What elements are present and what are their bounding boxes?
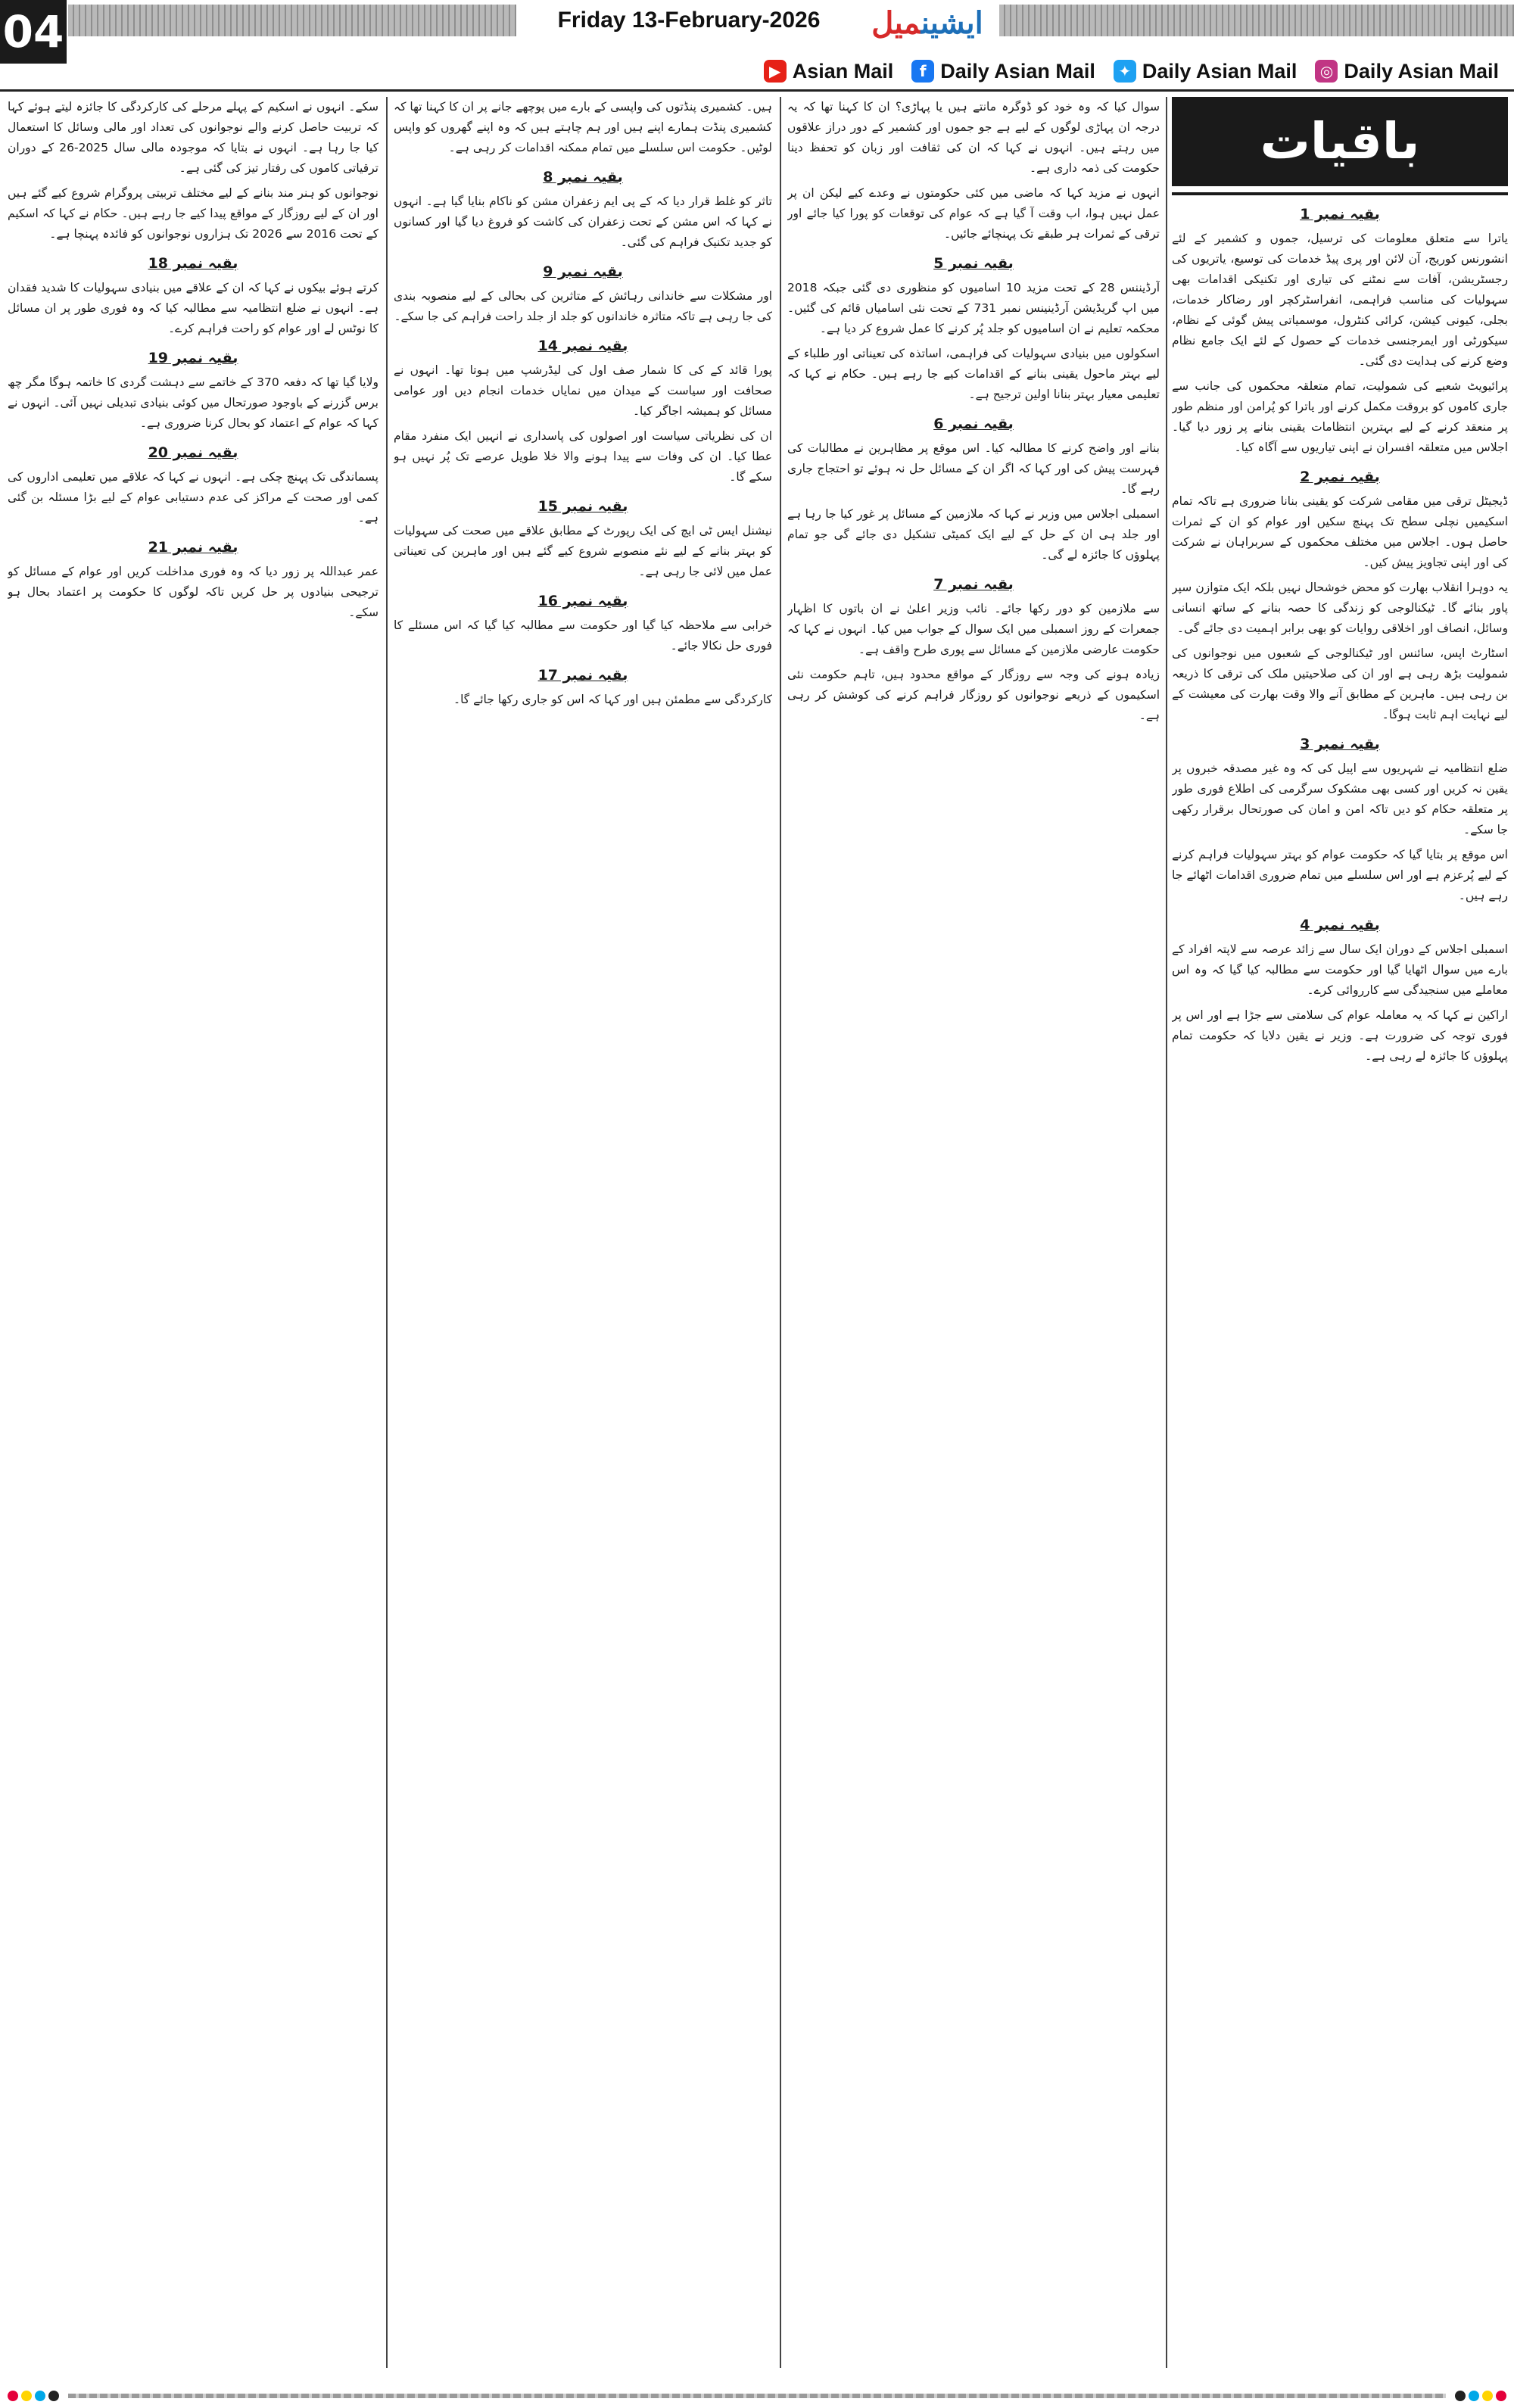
article-paragraph: بنانے اور واضح کرنے کا مطالبہ کیا۔ اس موقع پر مظاہرین نے مطالبات کی فہرست پیش کی اور کہا کہ اگر ان کے مسائل حل نہ ہوئے تو احتجاج جاری رہے گا۔ — [787, 441, 1160, 496]
article-paragraph: آرڈیننس 28 کے تحت مزید 10 اسامیوں کو منظوری دی گئی جبکہ 2018 میں اپ گریڈیشن آرڈینینس نمبر 731 کے تحت نئی اسامیاں قائم کی گئیں۔ محکمہ تعلیم نے ان اسامیوں کو جلد پُر کرنے کا عمل شروع کر دیا ہے۔ — [787, 281, 1160, 335]
continuation-heading: بقیہ نمبر 16 — [537, 593, 628, 609]
header-rule — [0, 89, 1514, 92]
continuation-heading: بقیہ نمبر 18 — [148, 255, 238, 272]
continuation-heading: بقیہ نمبر 20 — [148, 444, 238, 461]
continuation-heading: بقیہ نمبر 9 — [543, 263, 623, 280]
social-link-label: Daily Asian Mail — [940, 59, 1095, 83]
page-header — [0, 0, 1514, 92]
article-paragraph: اس موقع پر بتایا گیا کہ حکومت عوام کو بہتر سہولیات فراہم کرنے کے لیے پُرعزم ہے اور اس سلسلے میں تمام ضروری اقدامات اٹھائے جا رہے ہیں۔ — [1172, 848, 1508, 902]
social-link-twitter[interactable] — [1114, 60, 1297, 83]
article-paragraph: نیشنل ایس ٹی ایچ کی ایک رپورٹ کے مطابق علاقے میں صحت کی سہولیات کو بہتر بنانے کے لیے نئے منصوبے شروع کیے گئے ہیں اور ماہرین کی تعیناتی عمل میں لائی جا رہی ہے۔ — [394, 524, 772, 578]
social-link-label: Asian Mail — [792, 59, 894, 83]
column-1 — [1172, 97, 1508, 2368]
footer-color-dot — [1455, 2391, 1466, 2401]
article-paragraph: زیادہ ہونے کی وجہ سے روزگار کے مواقع محدود ہیں، تاہم حکومت نئی اسکیموں کے ذریعے نوجوانوں کو روزگار فراہم کرنے کی کوشش کر رہی ہے۔ — [787, 668, 1160, 722]
logo-text-left: ایشین — [921, 5, 983, 41]
footer-color-dot — [35, 2391, 45, 2401]
column-3 — [394, 97, 772, 2368]
article-paragraph: نوجوانوں کو ہنر مند بنانے کے لیے مختلف تربیتی پروگرام شروع کیے گئے ہیں اور ان کے لیے روزگار کے مواقع پیدا کیے جا رہے ہیں۔ حکام نے کہا کہ اسکیم کے تحت 2016 سے 2026 تک ہزاروں نوجوانوں کو فائدہ پہنچا ہے۔ — [8, 186, 378, 241]
social-link-instagram[interactable] — [1315, 60, 1499, 83]
article-paragraph: اور مشکلات سے خاندانی رہائش کے متاثرین کی بحالی کے لیے منصوبہ بندی کی جا رہی ہے تاکہ متاثرہ خاندانوں کو جلد از جلد راحت فراہم کی جا سکے۔ — [394, 289, 772, 323]
column-2 — [787, 97, 1160, 2368]
article-paragraph: ہیں۔ کشمیری پنڈتوں کی واپسی کے بارے میں پوچھے جانے پر ان کا کہنا تھا کہ کشمیری پنڈت ہمارے اپنے ہیں اور ہم چاہتے ہیں کہ وہ اپنے گھروں کو واپس لوٹیں۔ حکومت اس سلسلے میں تمام ممکنہ اقدامات کر رہی ہے۔ — [394, 100, 772, 154]
article-paragraph: ولایا گیا تھا کہ دفعہ 370 کے خاتمے سے دہشت گردی کا خاتمہ ہوگا مگر چھ برس گزرنے کے باوجود صورتحال میں کوئی بنیادی تبدیلی نہیں آئی۔ انہوں نے کہا کہ عوام کے اعتماد کو بحال کرنا ضروری ہے۔ — [8, 375, 378, 430]
article-paragraph: سوال کیا کہ وہ خود کو ڈوگرہ مانتے ہیں یا پہاڑی؟ ان کا کہنا تھا کہ یہ درجہ ان پہاڑی لوگوں کے لیے ہے جو جموں اور کشمیر کے دور دراز علاقوں میں رہتے ہیں۔ انہوں نے کہا کہ ان کی ثقافت اور زبان کو تحفظ دینا حکومت کی ذمہ داری ہے۔ — [787, 100, 1160, 175]
article-paragraph: اراکین نے کہا کہ یہ معاملہ عوام کی سلامتی سے جڑا ہے اور اس پر فوری توجہ کی ضرورت ہے۔ وزیر نے یقین دلایا کہ حکومت تمام پہلوؤں کا جائزہ لے رہی ہے۔ — [1172, 1008, 1508, 1063]
header-stripe-right — [999, 5, 1514, 36]
section-title: باقیات — [1172, 97, 1508, 186]
article-paragraph: ان کی نظریاتی سیاست اور اصولوں کی پاسداری نے انہیں ایک منفرد مقام عطا کیا۔ ان کی وفات سے پیدا ہونے والا خلا طویل عرصے تک پُر نہیں ہو سکے گا۔ — [394, 429, 772, 484]
continuation-heading: بقیہ نمبر 5 — [933, 255, 1014, 272]
social-links — [378, 56, 1514, 86]
article-paragraph: یاترا سے متعلق معلومات کی ترسیل، جموں و کشمیر کے لئے انشورنس کوریج، آن لائن اور پری پیڈ خدمات کی توسیع، یاتریوں کی رجسٹریشن، آفات سے نمٹنے کی تیاری اور تکنیکی اقدامات بھی سہولیات کی مناسب فراہمی، انفراسٹرکچر اور رضاکار خدمات، بجلی، کیونی کیشن، کرائی کنٹرول، موسمیاتی پیش گوئی کے نظام، سیکورٹی اور ایمرجنسی خدمات کے حصول کے لئے ایک جامع نظام وضع کرنے کی ہدایت دی گئی۔ — [1172, 232, 1508, 368]
facebook-icon: f — [911, 60, 934, 83]
continuation-heading: بقیہ نمبر 4 — [1300, 917, 1380, 933]
footer-color-dot — [21, 2391, 32, 2401]
article-paragraph: پرائیویٹ شعبے کی شمولیت، تمام متعلقہ محکموں کی جانب سے جاری کاموں کو بروقت مکمل کرنے اور یاترا کو پُرامن اور منظم طور پر منعقد کرنے کے لیے بہترین انتظامات یقینی بنانے پر زور دیا گیا۔ اجلاس میں متعلقہ افسران نے اپنی تیاریوں سے آگاہ کیا۔ — [1172, 379, 1508, 454]
youtube-icon: ▶ — [764, 60, 787, 83]
page-number: 04 — [0, 0, 67, 64]
continuation-heading: بقیہ نمبر 19 — [148, 350, 238, 366]
social-link-facebook[interactable] — [911, 60, 1095, 83]
column-divider — [780, 97, 781, 2368]
issue-date: Friday 13-February-2026 — [557, 8, 821, 33]
article-paragraph: انہوں نے مزید کہا کہ ماضی میں کئی حکومتوں نے وعدے کیے لیکن ان پر عمل نہیں ہوا، اب وقت آ گیا ہے کہ عوام کی توقعات کو پورا کیا جائے اور ترقی کے ثمرات ہر طبقے تک پہنچائے جائیں۔ — [787, 186, 1160, 241]
title-rule — [1172, 192, 1508, 195]
continuation-heading: بقیہ نمبر 1 — [1300, 206, 1380, 223]
page-footer — [0, 2385, 1514, 2408]
social-link-youtube[interactable] — [764, 60, 894, 83]
continuation-heading: بقیہ نمبر 8 — [543, 169, 623, 185]
continuation-heading: بقیہ نمبر 7 — [933, 576, 1014, 593]
continuation-heading: بقیہ نمبر 17 — [537, 667, 628, 684]
column-divider — [386, 97, 388, 2368]
masthead-logo — [863, 0, 992, 47]
article-paragraph: اسمبلی اجلاس میں وزیر نے کہا کہ ملازمین کے مسائل پر غور کیا جا رہا ہے اور جلد ہی ان کے حل کے لیے ایک کمیٹی تشکیل دی جائے گی جو تمام پہلوؤں کا جائزہ لے گی۔ — [787, 507, 1160, 562]
social-link-label: Daily Asian Mail — [1344, 59, 1499, 83]
article-paragraph: یہ دوہرا انقلاب بھارت کو محض خوشحال نہیں بلکہ ایک متوازن سپر پاور بنائے گا۔ ٹیکنالوجی کو زندگی کا حصہ بنانے کے ساتھ انسانی وسائل، انصاف اور اخلاقی روایات کو بھی برابر اہمیت دی جائے گی۔ — [1172, 581, 1508, 635]
article-paragraph: عمر عبداللہ پر زور دیا کہ وہ فوری مداخلت کریں اور عوام کے مسائل کو ترجیحی بنیادوں پر حل کریں تاکہ لوگوں کا حکومت پر اعتماد بحال ہو سکے۔ — [8, 565, 378, 619]
continuation-heading: بقیہ نمبر 2 — [1300, 469, 1380, 485]
continuation-heading: بقیہ نمبر 14 — [537, 338, 628, 354]
article-paragraph: اسمبلی اجلاس کے دوران ایک سال سے زائد عرصہ سے لاپتہ افراد کے بارے میں سوال اٹھایا گیا اور حکومت سے مطالبہ کیا گیا کہ وہ اس معاملے میں سنجیدگی سے کارروائی کرے۔ — [1172, 942, 1508, 997]
continuation-heading: بقیہ نمبر 15 — [537, 498, 628, 515]
article-paragraph: سکے۔ انہوں نے اسکیم کے پہلے مرحلے کی کارکردگی کا جائزہ لیتے ہوئے کہا کہ تربیت حاصل کرنے والے نوجوانوں کی تعداد اور مالی وسائل کا استعمال کیا جا رہا ہے۔ انہوں نے بتایا کہ موجودہ مالی سال 2025-26 کے دوران ترقیاتی کاموں کی رفتار تیز کی گئی ہے۔ — [8, 100, 378, 175]
continuation-heading: بقیہ نمبر 21 — [148, 539, 238, 556]
article-paragraph: سے ملازمین کو دور رکھا جائے۔ نائب وزیر اعلیٰ نے ان باتوں کا اظہار جمعرات کے روز اسمبلی میں ایک سوال کے جواب میں کیا۔ انہوں نے کہا کہ حکومت عارضی ملازمین کے مسائل سے پوری طرح واقف ہے۔ — [787, 602, 1160, 656]
article-paragraph: پسماندگی تک پہنچ چکی ہے۔ انہوں نے کہا کہ علاقے میں تعلیمی اداروں کی کمی اور صحت کے مراکز کی عدم دستیابی عوام کے لیے بڑا مسئلہ بن گئی ہے۔ — [8, 470, 378, 525]
article-paragraph: اسٹارٹ اپس، سائنس اور ٹیکنالوجی کے شعبوں میں نوجوانوں کی شمولیت بڑھ رہی ہے اور ان کی صلاحیتیں ملک کی ترقی کا ذریعہ بن رہی ہیں۔ ماہرین کے مطابق آنے والا وقت بھارت کی معیشت کے لیے نہایت اہم ثابت ہوگا۔ — [1172, 646, 1508, 721]
footer-color-dot — [48, 2391, 59, 2401]
article-paragraph: خرابی سے ملاحظہ کیا گیا اور حکومت سے مطالبہ کیا گیا کہ اس مسئلے کا فوری حل نکالا جائے۔ — [394, 618, 772, 653]
article-paragraph: اسکولوں میں بنیادی سہولیات کی فراہمی، اساتذہ کی تعیناتی اور طلباء کے لیے بہتر ماحول یقینی بنانے کے اقدامات کیے جا رہے ہیں۔ حکام نے کہا کہ تعلیمی معیار بہتر بنانا اولین ترجیح ہے۔ — [787, 347, 1160, 401]
instagram-icon: ◎ — [1315, 60, 1338, 83]
social-link-label: Daily Asian Mail — [1142, 59, 1297, 83]
column-divider — [1166, 97, 1167, 2368]
header-stripe-left — [68, 5, 516, 36]
continuation-heading: بقیہ نمبر 3 — [1300, 736, 1380, 752]
continuation-heading: بقیہ نمبر 6 — [933, 416, 1014, 432]
footer-color-dot — [1469, 2391, 1479, 2401]
footer-color-dot — [8, 2391, 18, 2401]
footer-color-dot — [1482, 2391, 1493, 2401]
logo-text-right: میل — [871, 5, 921, 41]
article-paragraph: ڈیجیٹل ترقی میں مقامی شرکت کو یقینی بنانا ضروری ہے تاکہ تمام اسکیمیں نچلی سطح تک پہنچ سکیں اور عوام کو ان کے ثمرات حاصل ہوں۔ اجلاس میں مختلف محکموں کے سربراہان نے شرکت کی اور اپنی تجاویز پیش کیں۔ — [1172, 494, 1508, 569]
article-paragraph: تاثر کو غلط قرار دیا کہ کے پی ایم زعفران مشن کو ناکام بنایا گیا ہے۔ انہوں نے کہا کہ اس مشن کے تحت زعفران کی کاشت کو فروغ دیا گیا اور کسانوں کو جدید تکنیک فراہم کی گئی۔ — [394, 195, 772, 249]
footer-color-dot — [1496, 2391, 1506, 2401]
article-paragraph: پورا قائد کے کی کا شمار صف اول کی لیڈرشپ میں ہوتا تھا۔ انہوں نے صحافت اور سیاست کے میدان میں نمایاں خدمات انجام دیں اور عوامی مسائل کو ہمیشہ اجاگر کیا۔ — [394, 363, 772, 418]
footer-stripe — [68, 2394, 1446, 2398]
twitter-icon: ✦ — [1114, 60, 1136, 83]
article-paragraph: کارکردگی سے مطمئن ہیں اور کہا کہ اس کو جاری رکھا جائے گا۔ — [453, 693, 772, 706]
article-paragraph: ضلع انتظامیہ نے شہریوں سے اپیل کی کہ وہ غیر مصدقہ خبروں پر یقین نہ کریں اور کسی بھی مشکوک سرگرمی کی اطلاع فوری طور پر متعلقہ حکام کو دیں تاکہ امن و امان کی صورتحال برقرار رکھی جا سکے۔ — [1172, 762, 1508, 836]
column-4 — [8, 97, 378, 2368]
article-paragraph: کرتے ہوئے بیکوں نے کہا کہ ان کے علاقے میں بنیادی سہولیات کا شدید فقدان ہے۔ انہوں نے ضلع انتظامیہ سے مطالبہ کیا کہ وہ فوری طور پر ان مسائل کا نوٹس لے اور عوام کو راحت فراہم کرے۔ — [8, 281, 378, 335]
